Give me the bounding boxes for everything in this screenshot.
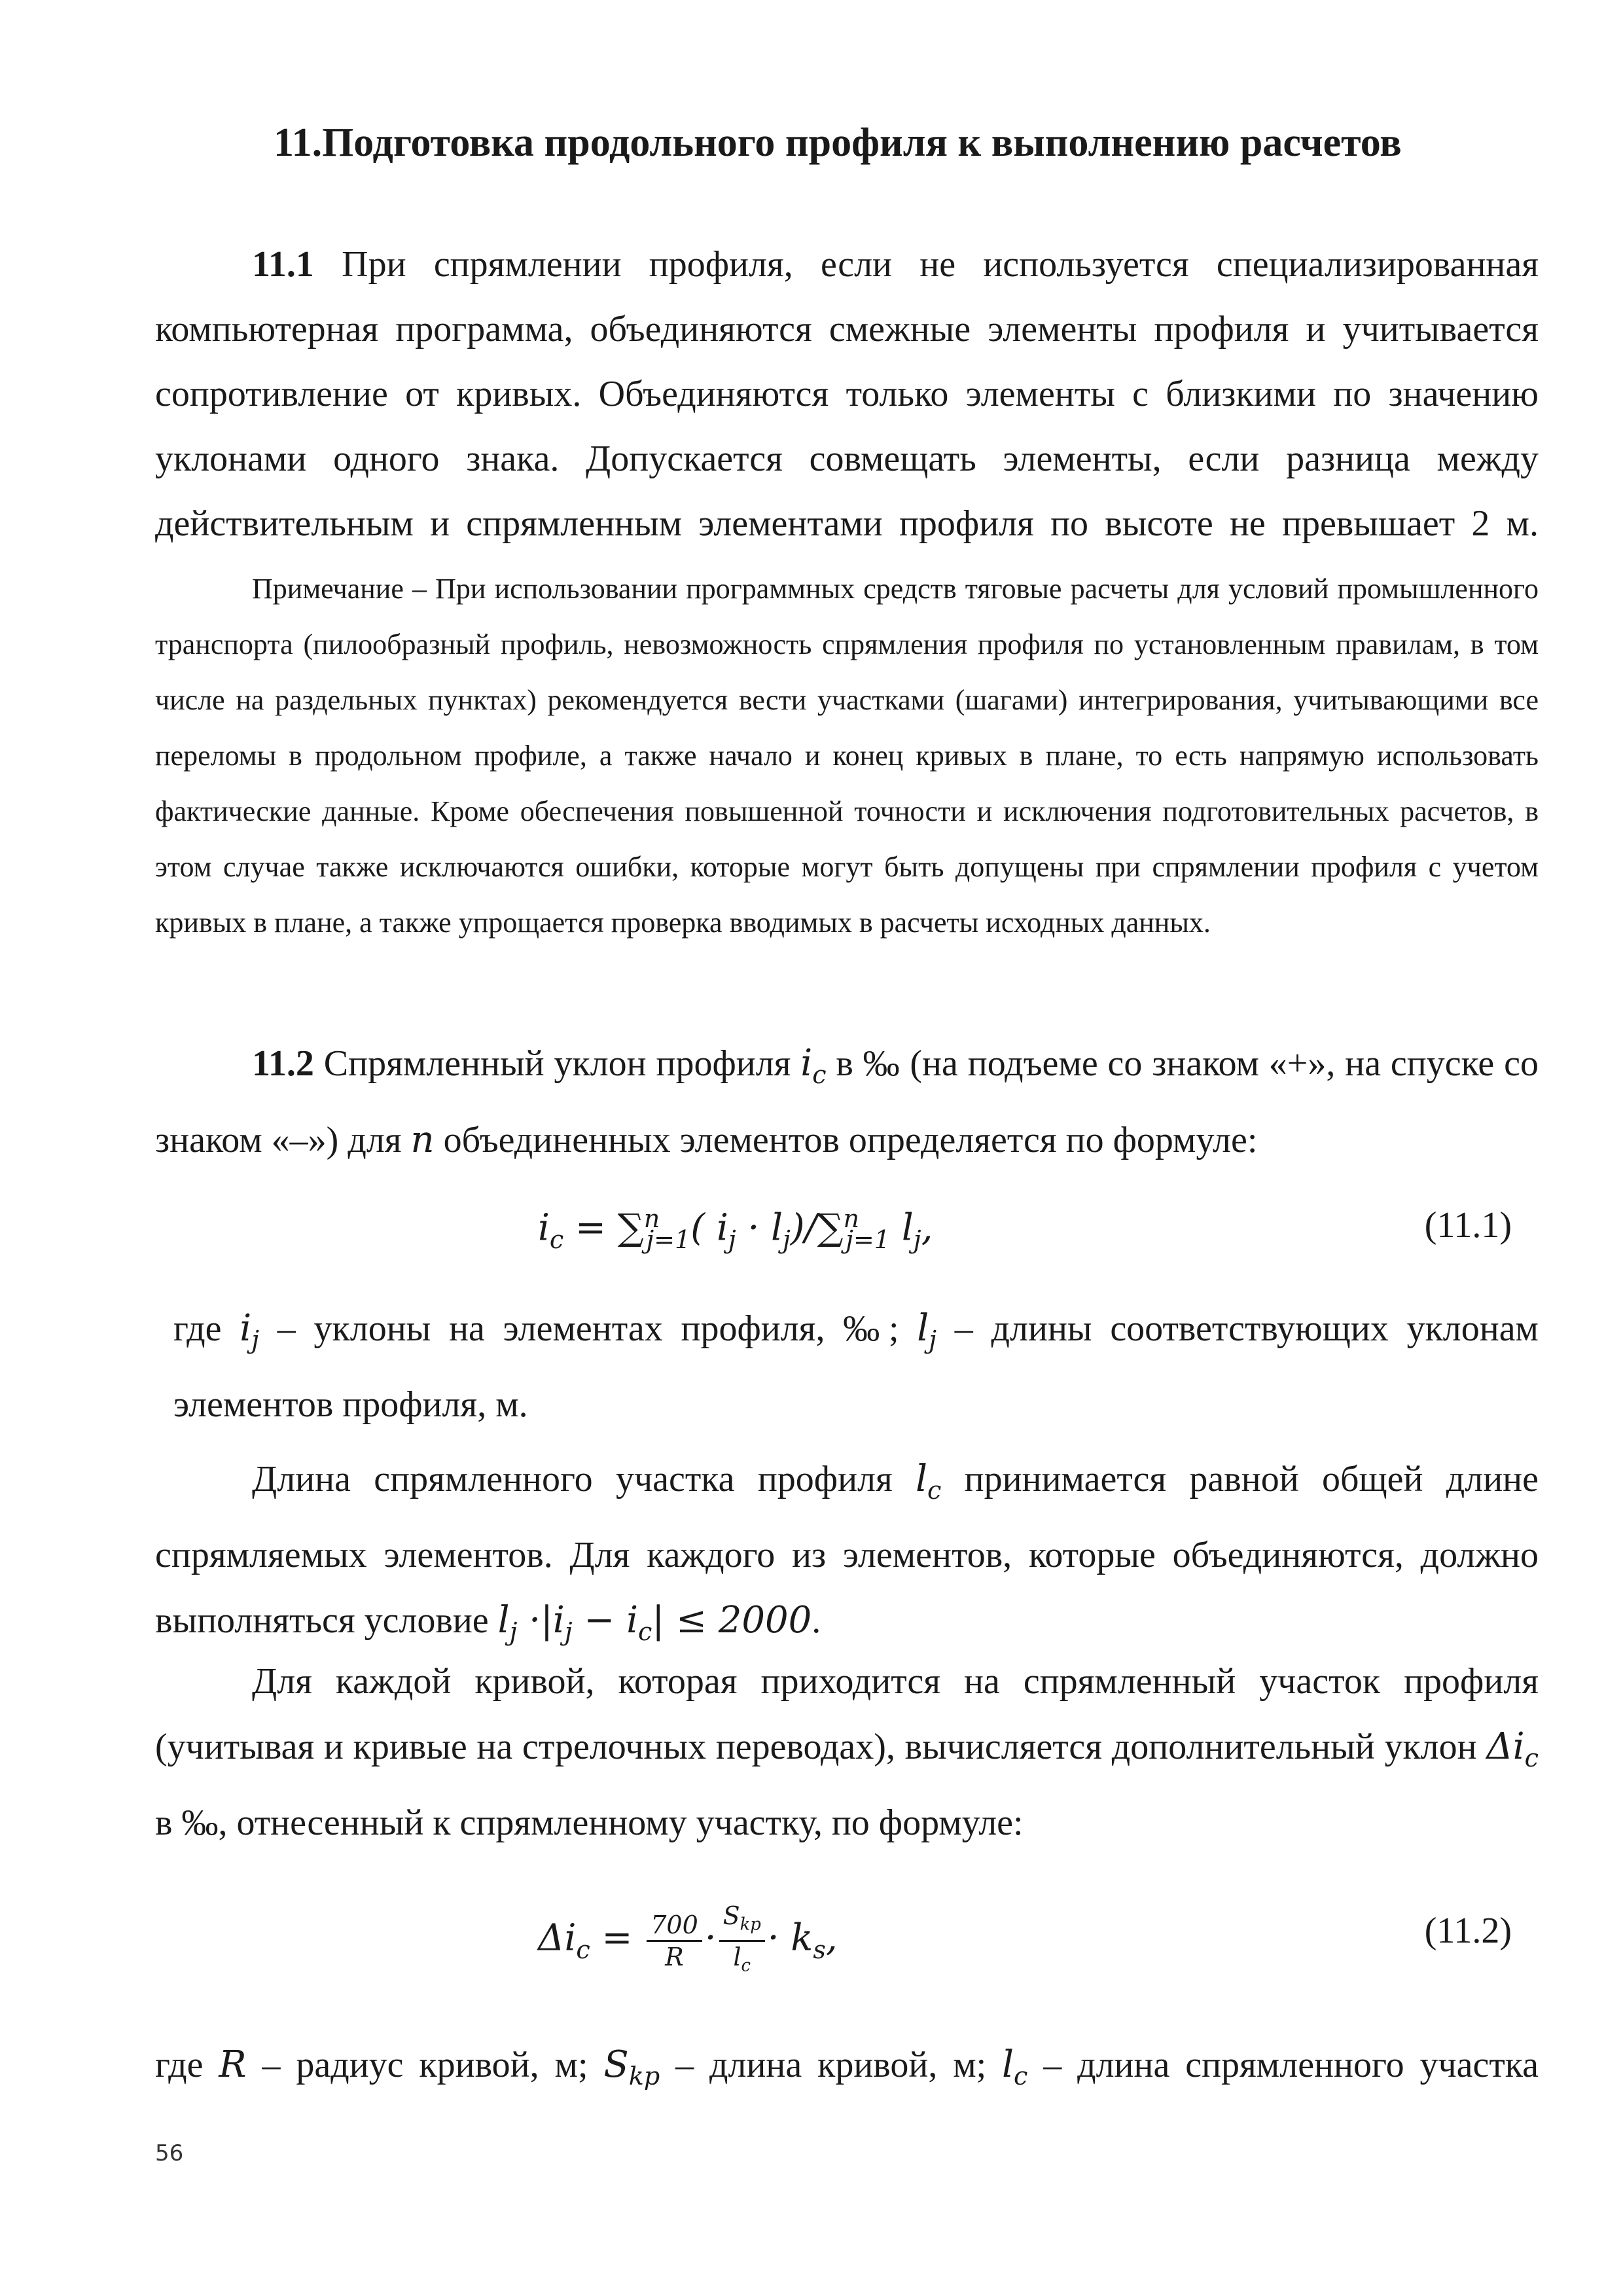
equation-11-1 (0, 1193, 1623, 1258)
equation-number: (11.2) (1424, 1910, 1512, 1951)
math-l-c: $l_c$ (1002, 2043, 1028, 2091)
where-paragraph-2: где R – радиус кривой, м; $S_{kp}$ – длина кривой, м; $l_c$ – длина спрямленного участка (155, 2043, 1539, 2091)
math-n: n (410, 1119, 435, 1162)
paragraph-11-2: 11.2 Спрямленный уклон профиля $i_c$ в ‰ (на подъеме со знаком «+», на спуске со знаком «–») для n объединенных элементов определяется по формуле: (155, 1042, 1539, 1162)
paragraph-length: Длина спрямленного участка профиля $l_c$ принимается равной общей длине спрямляемых элементов. Для каждого из элементов, которые объединяются, должно выполняться условие $l_j \cdot|i_j - i_c| \le 2000$. (155, 1458, 1539, 1647)
math-condition: $l_j \cdot|i_j - i_c| \le 2000$ (497, 1599, 812, 1647)
equation-number: (11.1) (1424, 1205, 1512, 1246)
paragraph-11-1 (155, 232, 1539, 556)
formula-11-2: $\Delta i_c$ = $\frac{700}{R}$ · $\frac{S_{kp}}{l_c}$ · $k_s$, (538, 1901, 838, 1976)
paragraph-curves: Для каждой кривой, которая приходится на спрямленный участок профиля (учитывая и кривые на стрелочных переводах), вычисляется дополнительный уклон $\Delta i_c$ в ‰, отнесенный к спрямленному участку, по формуле: (155, 1661, 1539, 1844)
math-i-c: $i_c$ (800, 1042, 827, 1090)
math-i-j: $i_j$ (240, 1307, 260, 1355)
math-S-kp: $S_{kp}$ (603, 2043, 660, 2091)
equation-11-2 (0, 1898, 1623, 1976)
formula-11-1: $i_c = \sum^n_{j=1}$( $i_j \cdot l_j)/\sum^n_{j=1}$ $l_j$, (538, 1204, 933, 1254)
section-title: 11.Подготовка продольного профиля к выполнению расчетов (274, 120, 1402, 165)
math-R: R (219, 2043, 247, 2086)
note-paragraph (155, 561, 1539, 950)
math-delta-i-c: $\Delta i_c$ (1486, 1725, 1539, 1773)
paragraph-text: При спрямлении профиля, если не используется специализированная компьютерная программа, объединяются смежные элементы профиля и учитывается сопротивление от кривых. Объединяются только элементы с близкими по значению уклонами одного знака. Допускается совмещать элементы, если разница между действительным и спрямленным элементами профиля по высоте не превышает 2 м. (155, 244, 1539, 544)
page-number: 56 (155, 2140, 184, 2166)
math-l-c: $l_c$ (916, 1458, 942, 1505)
clause-number: 11.2 (252, 1043, 314, 1084)
clause-number: 11.1 (252, 244, 314, 285)
note-text: Примечание – При использовании программных средств тяговые расчеты для условий промышленного транспорта (пилообразный профиль, невозможность спрямления профиля по установленным правилам, в том числе на раздельных пунктах) рекомендуется вести участками (шагами) интегрирования, учитывающими все переломы в продольном профиле, а также начало и конец кривых в плане, то есть напрямую использовать фактические данные. Кроме обеспечения повышенной точности и исключения подготовительных расчетов, в этом случае также исключаются ошибки, которые могут быть допущены при спрямлении профиля с учетом кривых в плане, а также упрощается проверка вводимых в расчеты исходных данных. (155, 573, 1539, 939)
where-paragraph-1: где $i_j$ – уклоны на элементах профиля, ‰; $l_j$ – длины соответствующих уклонам элементов профиля, м. (173, 1307, 1539, 1426)
math-l-j: $l_j$ (917, 1307, 937, 1355)
